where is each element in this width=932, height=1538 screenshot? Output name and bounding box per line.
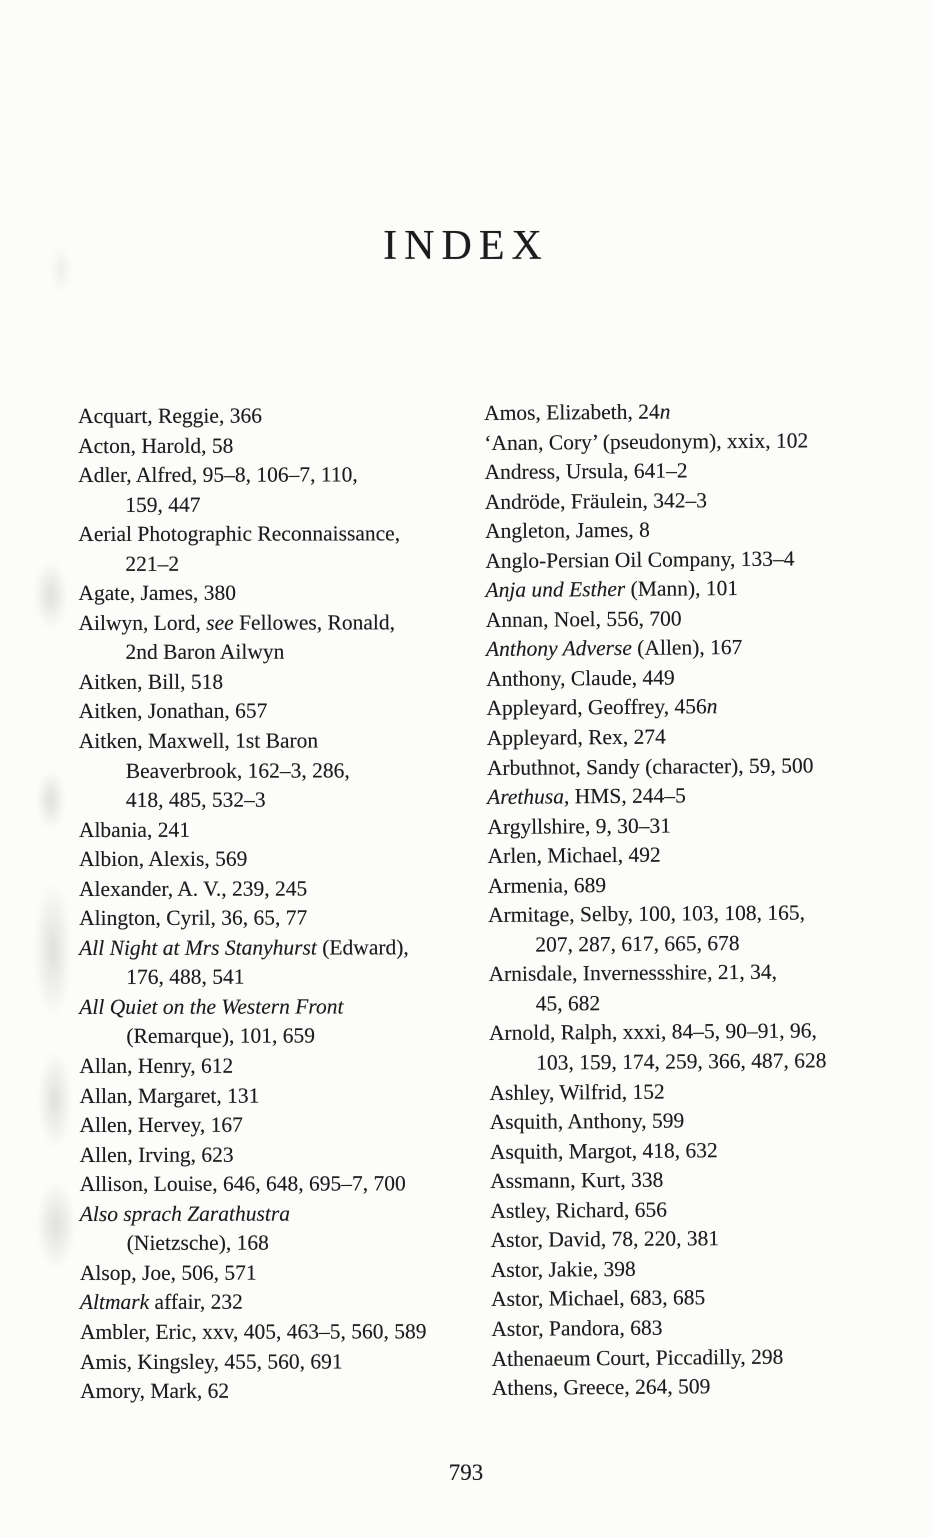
index-entry-line bbox=[490, 1165, 827, 1197]
index-entry-line bbox=[80, 1258, 427, 1288]
index-entry-line bbox=[488, 869, 825, 901]
index-entry-text: Astor, Pandora, 683 bbox=[491, 1315, 663, 1341]
index-entry-line bbox=[486, 662, 823, 694]
index-entry-text: (Allen), 167 bbox=[631, 635, 743, 661]
index-entry-italic-text: Anja und Esther bbox=[485, 577, 626, 603]
index-entry-line bbox=[490, 1194, 827, 1226]
index-entry-text: (Mann), 101 bbox=[625, 576, 739, 602]
index-entry-text: Assmann, Kurt, 338 bbox=[490, 1167, 664, 1194]
index-entry-text: Adler, Alfred, 95–8, 106–7, 110, bbox=[78, 462, 358, 488]
index-entry-line bbox=[78, 638, 425, 668]
index-entry-line bbox=[489, 987, 826, 1019]
index-entry-text: Amory, Mark, 62 bbox=[80, 1378, 230, 1404]
index-entry-text: Athens, Greece, 264, 509 bbox=[491, 1374, 711, 1401]
index-entry-text: Allen, Hervey, 167 bbox=[79, 1112, 243, 1138]
index-entry-line bbox=[79, 963, 426, 993]
index-entry-text: Athenaeum Court, Piccadilly, 298 bbox=[491, 1344, 784, 1371]
index-entry-text: 418, 485, 532–3 bbox=[125, 787, 266, 813]
index-entry-text: Aitken, Jonathan, 657 bbox=[78, 699, 268, 724]
scan-artifact bbox=[38, 1050, 72, 1150]
index-entry-text: Armenia, 689 bbox=[487, 872, 607, 898]
index-entry-text: Arnold, Ralph, xxxi, 84–5, 90–91, 96, bbox=[488, 1018, 817, 1046]
index-entry-text: , HMS, 244–5 bbox=[563, 783, 686, 809]
index-entry-line bbox=[485, 574, 822, 606]
index-entry-text: Angleton, James, 8 bbox=[484, 517, 650, 544]
index-entry-line bbox=[491, 1312, 828, 1344]
index-entry-line bbox=[79, 1110, 426, 1140]
index-entry-text: Arbuthnot, Sandy (character), 59, 500 bbox=[486, 752, 814, 780]
index-entry-text: Anthony, Claude, 449 bbox=[486, 665, 675, 691]
index-entry-line bbox=[78, 579, 425, 609]
index-entry-line bbox=[490, 1224, 827, 1256]
index-entry-line bbox=[490, 1135, 827, 1167]
index-entry-line bbox=[79, 697, 426, 727]
index-entry-line bbox=[489, 1046, 826, 1078]
index-entry-line bbox=[486, 603, 823, 635]
index-entry-text: Ailwyn, Lord, bbox=[78, 610, 207, 635]
index-entry-text: Astor, Jakie, 398 bbox=[490, 1256, 636, 1282]
index-entry-text: Arlen, Michael, 492 bbox=[487, 842, 661, 869]
index-entry-text: 159, 447 bbox=[125, 492, 201, 517]
index-entry-text: Allan, Margaret, 131 bbox=[79, 1083, 260, 1108]
index-entry-line bbox=[80, 1229, 427, 1259]
scan-artifact bbox=[36, 1180, 76, 1270]
index-entry-text: Agate, James, 380 bbox=[78, 580, 237, 606]
index-entry-line bbox=[487, 810, 824, 842]
index-entry-text: Albion, Alexis, 569 bbox=[78, 846, 248, 872]
index-entry-italic-text: see bbox=[206, 610, 234, 635]
index-entry-line bbox=[79, 1022, 426, 1052]
index-entry-line bbox=[489, 1076, 826, 1108]
index-entry-text: 45, 682 bbox=[535, 991, 601, 1016]
index-entry-line bbox=[79, 667, 426, 697]
index-entry-text: Allison, Louise, 646, 648, 695–7, 700 bbox=[79, 1171, 406, 1197]
index-entry-text: Albania, 241 bbox=[78, 817, 190, 842]
index-entry-text: Armitage, Selby, 100, 103, 108, 165, bbox=[487, 900, 806, 928]
index-entry-text: Acquart, Reggie, 366 bbox=[78, 403, 262, 428]
index-entry-text: Annan, Noel, 556, 700 bbox=[485, 606, 682, 632]
index-entry-line bbox=[79, 726, 426, 756]
index-entry-italic-text: Altmark bbox=[79, 1290, 150, 1315]
index-entry-line bbox=[484, 455, 821, 487]
index-entry-line bbox=[80, 1169, 427, 1199]
index-entry-line bbox=[79, 815, 426, 845]
index-entry-line bbox=[490, 1105, 827, 1137]
index-entry-text: Amis, Kingsley, 455, 560, 691 bbox=[79, 1348, 343, 1374]
index-entry-text: Appleyard, Geoffrey, 456 bbox=[486, 694, 707, 721]
index-entry-line bbox=[486, 692, 823, 724]
index-entry-line bbox=[488, 899, 825, 931]
index-entry-italic-text: Also sprach Zarathustra bbox=[79, 1201, 290, 1226]
index-entry-line bbox=[487, 751, 824, 783]
index-entry-line bbox=[487, 780, 824, 812]
index-entry-line bbox=[80, 1199, 427, 1229]
index-entry-italic-text: Arethusa bbox=[487, 784, 565, 810]
index-entry-line bbox=[78, 608, 425, 638]
index-entry-italic-text: All Quiet on the Western Front bbox=[79, 994, 344, 1019]
index-entry-line bbox=[485, 515, 822, 547]
index-title: INDEX bbox=[383, 223, 549, 269]
index-entry-line bbox=[79, 904, 426, 934]
index-entry-text: Asquith, Anthony, 599 bbox=[489, 1108, 685, 1135]
index-entry-italic-text: n bbox=[706, 694, 718, 719]
index-entry-text: Argyllshire, 9, 30–31 bbox=[487, 813, 671, 839]
page-number: 793 bbox=[448, 1460, 484, 1485]
index-entry-line bbox=[78, 460, 425, 490]
index-entry-line bbox=[79, 874, 426, 904]
index-entry-line bbox=[485, 485, 822, 517]
index-entry-line bbox=[488, 958, 825, 990]
index-entry-line bbox=[78, 401, 425, 431]
index-entry-line bbox=[491, 1342, 828, 1374]
index-entry-text: Amos, Elizabeth, 24 bbox=[484, 399, 660, 425]
index-entry-italic-text: Anthony Adverse bbox=[485, 636, 632, 662]
index-entry-line bbox=[79, 933, 426, 963]
index-entry-line bbox=[79, 844, 426, 874]
index-entry-line bbox=[492, 1371, 829, 1403]
index-entry-text: Aitken, Bill, 518 bbox=[78, 669, 224, 694]
index-entry-text: Ambler, Eric, xxv, 405, 463–5, 560, 589 bbox=[79, 1319, 427, 1344]
index-entry-text: Alington, Cyril, 36, 65, 77 bbox=[79, 905, 308, 931]
index-entry-line bbox=[484, 426, 821, 458]
index-entry-text: affair, 232 bbox=[149, 1290, 243, 1315]
scan-artifact bbox=[36, 770, 66, 830]
index-entry-text: (Nietzsche), 168 bbox=[126, 1230, 269, 1256]
index-entry-text: Fellowes, Ronald, bbox=[233, 610, 395, 635]
index-entry-text: ‘Anan, Cory’ (pseudonym), xxix, 102 bbox=[484, 428, 809, 455]
index-entry-italic-text: n bbox=[659, 399, 671, 424]
index-entry-line bbox=[80, 1140, 427, 1170]
index-entry-line bbox=[488, 928, 825, 960]
index-entry-line bbox=[79, 1081, 426, 1111]
index-column-left bbox=[78, 401, 427, 1406]
index-entry-line bbox=[485, 544, 822, 576]
index-entry-text: Andress, Ursula, 641–2 bbox=[484, 458, 688, 485]
index-entry-line bbox=[80, 1288, 427, 1318]
scan-artifact bbox=[34, 880, 72, 1020]
index-entry-text: Arnisdale, Invernessshire, 21, 34, bbox=[488, 960, 778, 987]
index-entry-line bbox=[78, 490, 425, 520]
index-entry-italic-text: All Night at Mrs Stanyhurst bbox=[79, 935, 317, 960]
index-entry-line bbox=[487, 721, 824, 753]
index-entry-text: (Remarque), 101, 659 bbox=[126, 1023, 316, 1049]
index-entry-text: Asquith, Margot, 418, 632 bbox=[489, 1137, 718, 1164]
index-entry-line bbox=[79, 756, 426, 786]
index-entry-text: Beaverbrook, 162–3, 286, bbox=[125, 757, 350, 783]
scan-artifact bbox=[34, 560, 68, 630]
index-entry-text: 221–2 bbox=[125, 551, 180, 576]
index-entry-text: 207, 287, 617, 665, 678 bbox=[535, 930, 740, 957]
index-entry-text: 176, 488, 541 bbox=[126, 965, 245, 990]
index-entry-text: Aerial Photographic Reconnaissance, bbox=[78, 521, 401, 547]
index-entry-text: 103, 159, 174, 259, 366, 487, 628 bbox=[536, 1048, 827, 1075]
index-entry-text: Allen, Irving, 623 bbox=[79, 1142, 234, 1167]
index-entry-line bbox=[79, 1051, 426, 1081]
index-entry-line bbox=[78, 519, 425, 549]
index-entry-line bbox=[487, 840, 824, 872]
index-entry-line bbox=[80, 1376, 427, 1406]
index-entry-text: 2nd Baron Ailwyn bbox=[125, 639, 285, 665]
index-entry-line bbox=[78, 549, 425, 579]
index-entry-line bbox=[491, 1283, 828, 1315]
index-entry-text: Acton, Harold, 58 bbox=[78, 433, 234, 458]
index-column-right bbox=[484, 396, 829, 1403]
index-entry-text: Aitken, Maxwell, 1st Baron bbox=[78, 728, 319, 754]
index-entry-line bbox=[78, 431, 425, 461]
index-entry-text: Andröde, Fräulein, 342–3 bbox=[484, 487, 708, 514]
index-entry-text: (Edward), bbox=[316, 935, 409, 960]
index-entry-text: Astor, Michael, 683, 685 bbox=[490, 1285, 706, 1312]
index-entry-line bbox=[484, 396, 821, 428]
index-entry-text: Alsop, Joe, 506, 571 bbox=[79, 1260, 257, 1285]
index-entry-text: Ashley, Wilfrid, 152 bbox=[489, 1079, 665, 1105]
index-entry-text: Anglo-Persian Oil Company, 133–4 bbox=[485, 546, 795, 573]
index-entry-text: Alexander, A. V., 239, 245 bbox=[78, 876, 308, 901]
index-entry-text: Allan, Henry, 612 bbox=[79, 1053, 234, 1079]
index-entry-line bbox=[489, 1017, 826, 1049]
index-entry-text: Astley, Richard, 656 bbox=[490, 1197, 668, 1223]
index-entry-line bbox=[491, 1253, 828, 1285]
index-entry-line bbox=[80, 1317, 427, 1347]
index-entry-line bbox=[79, 785, 426, 815]
index-entry-line bbox=[486, 633, 823, 665]
index-entry-text: Appleyard, Rex, 274 bbox=[486, 724, 666, 751]
index-entry-line bbox=[80, 1347, 427, 1377]
index-entry-line bbox=[79, 992, 426, 1022]
index-entry-text: Astor, David, 78, 220, 381 bbox=[490, 1226, 720, 1253]
